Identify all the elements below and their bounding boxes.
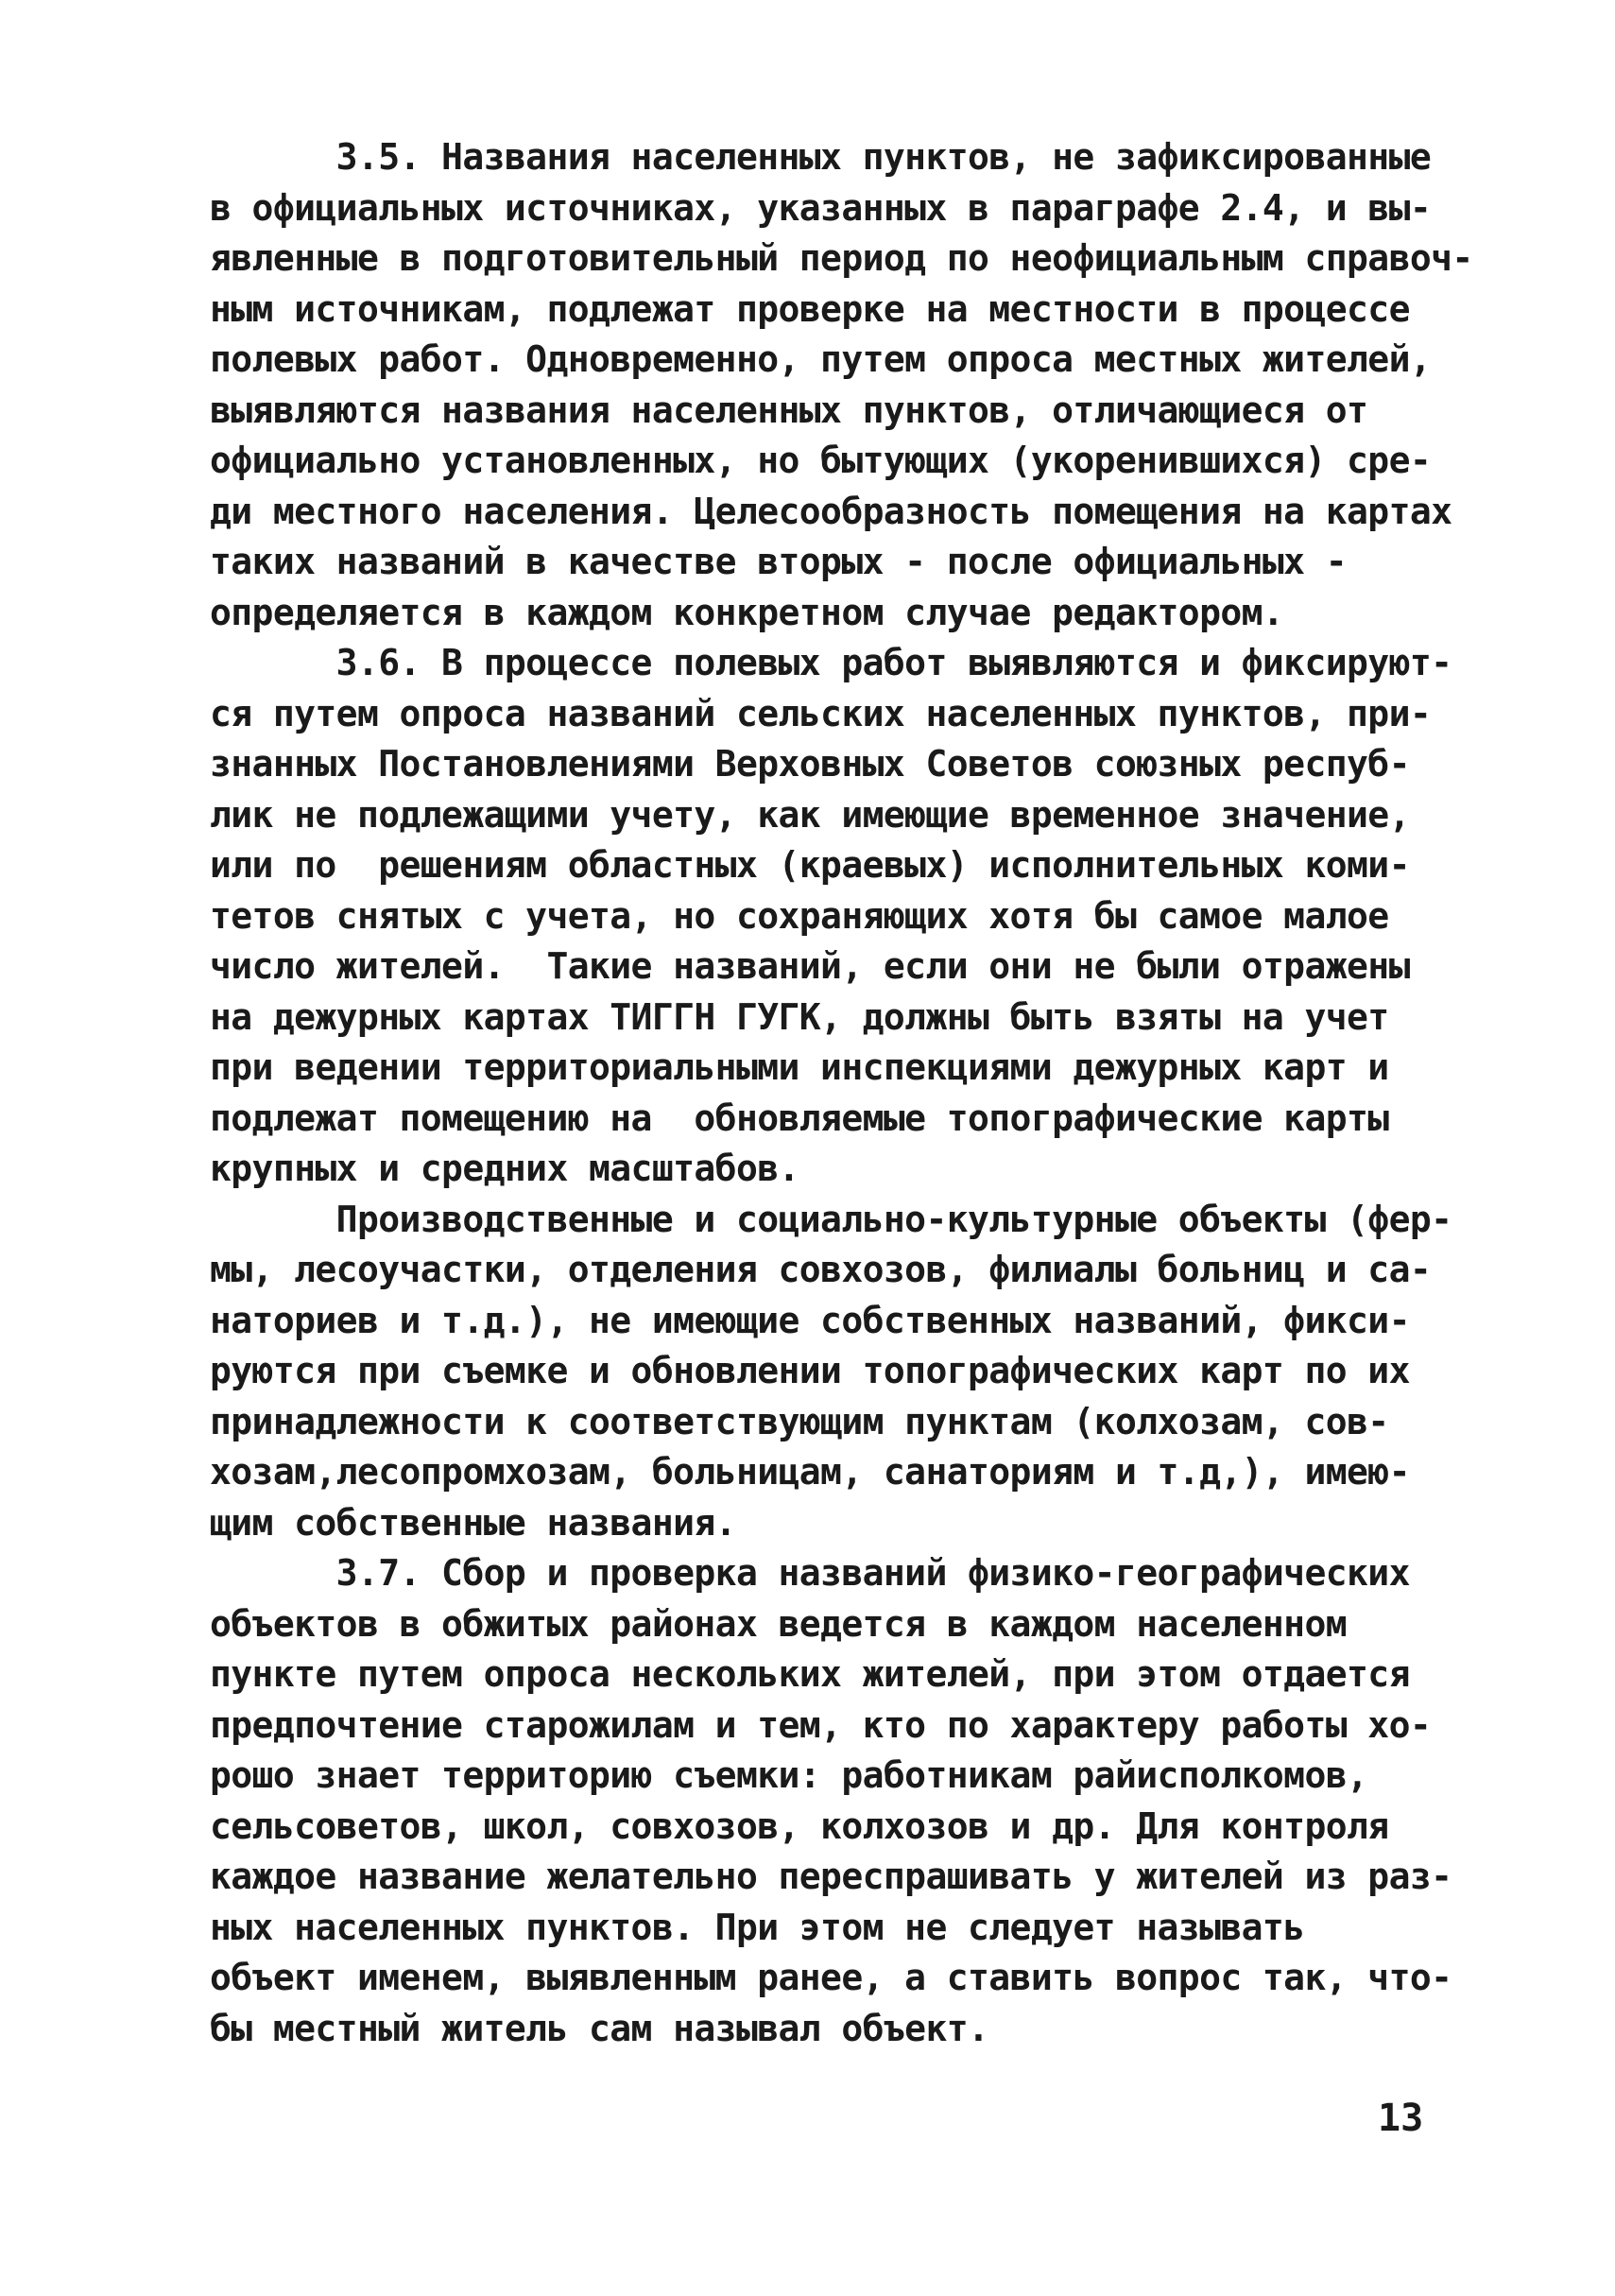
page-number: 13 [1378, 2097, 1424, 2140]
text-line: принадлежности к соответствующим пунктам (колхозам, сов- [210, 1400, 1389, 1442]
text-line: или по решениям областных (краевых) исполнительных коми- [210, 844, 1410, 886]
text-line: подлежат помещению на обновляемые топографические карты [210, 1096, 1389, 1139]
text-line: знанных Постановлениями Верховных Советов союзных респуб- [210, 743, 1410, 785]
text-line: каждое название желательно переспрашивать у жителей из раз- [210, 1856, 1452, 1897]
text-line: таких названий в качестве вторых - после официальных - [210, 541, 1348, 582]
text-line: явленные в подготовительный период по неофициальным справоч- [210, 237, 1473, 279]
text-line: объектов в обжитых районах ведется в каждом населенном [210, 1602, 1348, 1645]
text-line: ных населенных пунктов. При этом не следует называть [210, 1906, 1305, 1948]
text-line: в официальных источниках, указанных в параграфе 2.4, и вы- [210, 186, 1432, 229]
text-line: сельсоветов, школ, совхозов, колхозов и др. Для контроля [210, 1804, 1389, 1847]
text-line: официально установленных, но бытующих (укоренившихся) сре- [210, 440, 1432, 481]
text-line: ным источникам, подлежат проверке на местности в процессе [210, 287, 1410, 330]
text-line: 3.7. Сбор и проверка названий физико-географических [210, 1552, 1410, 1594]
text-line: 3.6. В процессе полевых работ выявляются и фиксируют- [210, 642, 1452, 683]
text-line: число жителей. Такие названий, если они не были отражены [210, 945, 1410, 987]
text-line: Производственные и социально-культурные объекты (фер- [210, 1198, 1452, 1240]
text-line: наториев и т.д.), не имеющие собственных названий, фикси- [210, 1299, 1410, 1341]
text-line: бы местный житель сам называл объект. [210, 2007, 989, 2049]
text-line: при ведении территориальными инспекциями дежурных карт и [210, 1046, 1389, 1088]
text-line: рошо знает территорию съемки: работникам райисполкомов, [210, 1754, 1368, 1796]
text-line: тетов снятых с учета, но сохраняющих хотя бы самое малое [210, 894, 1389, 937]
text-line: предпочтение старожилам и тем, кто по характеру работы хо- [210, 1703, 1432, 1746]
text-line: полевых работ. Одновременно, путем опроса местных жителей, [210, 338, 1432, 380]
text-line: крупных и средних масштабов. [210, 1148, 799, 1189]
text-line: на дежурных картах ТИГГН ГУГК, должны быть взяты на учет [210, 995, 1389, 1038]
text-line: лик не подлежащими учету, как имеющие временное значение, [210, 793, 1410, 836]
text-line: выявляются названия населенных пунктов, отличающиеся от [210, 388, 1368, 431]
body-text [210, 132, 1473, 2054]
text-line: определяется в каждом конкретном случае редактором. [210, 591, 1284, 633]
text-line: объект именем, выявленным ранее, а ставить вопрос так, что- [210, 1957, 1452, 1998]
text-line: мы, лесоучастки, отделения совхозов, филиалы больниц и са- [210, 1249, 1432, 1290]
text-line: ся путем опроса названий сельских населенных пунктов, при- [210, 692, 1432, 734]
text-line: ди местного населения. Целесообразность помещения на картах [210, 490, 1452, 532]
text-line: 3.5. Названия населенных пунктов, не зафиксированные [210, 136, 1432, 178]
text-line: щим собственные названия. [210, 1501, 736, 1544]
text-line: руются при съемке и обновлении топографических карт по их [210, 1350, 1410, 1391]
text-line: хозам,лесопромхозам, больницам, санаториям и т.д,), имею- [210, 1451, 1410, 1493]
text-line: пункте путем опроса нескольких жителей, при этом отдается [210, 1653, 1410, 1695]
